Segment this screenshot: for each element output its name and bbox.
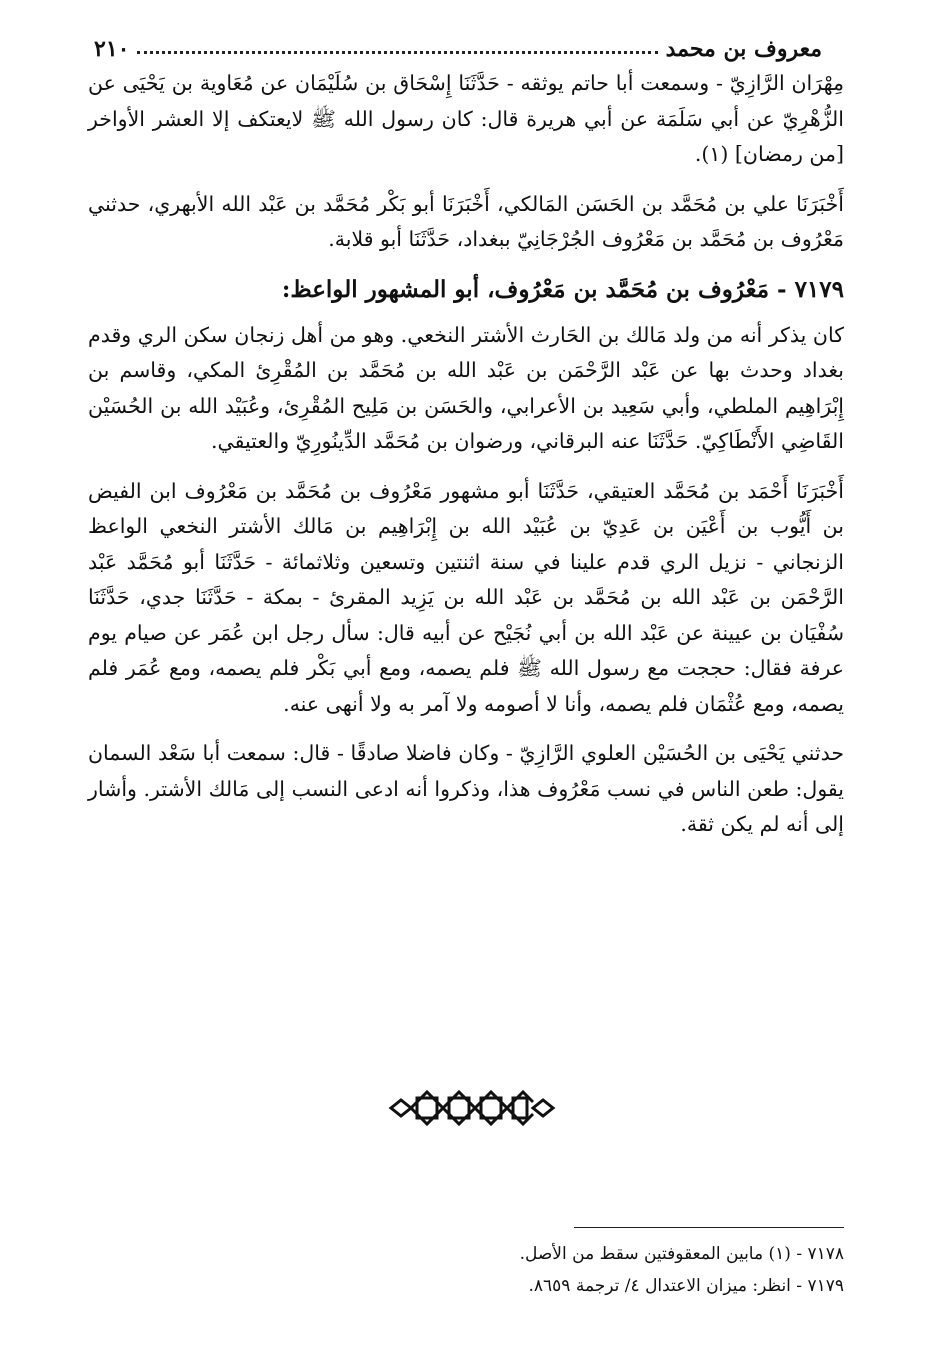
footnotes [88, 1238, 844, 1302]
section-divider-ornament [0, 1086, 944, 1130]
entry-heading: ٧١٧٩ - مَعْرُوف بن مُحَمَّد بن مَعْرُوف، أبو المشهور الواعظ: [281, 275, 844, 303]
page-body [88, 66, 844, 857]
ornament-icon [387, 1086, 557, 1130]
page-header [88, 28, 826, 62]
assessment-paragraph: حدثني يَحْيَى بن الحُسَيْن العلوي الرَّازِيّ - وكان فاضلا صادقًا - قال: سمعت أبا سَعْد السمان يقول: طعن الناس في نسب مَعْرُوف هذا، وذكروا أنه ادعى النسب إلى مَالك الأشتر. وأشار إلى أنه لم يكن ثقة. [88, 741, 844, 836]
footnote-item: ٧١٧٩ - انظر: ميزان الاعتدال ٤/ ترجمة ٨٦٥٩. [528, 1276, 844, 1296]
biography-paragraph: كان يذكر أنه من ولد مَالك بن الحَارث الأشتر النخعي. وهو من أهل زنجان سكن الري وقدم بغداد وحدث بها عن عَبْد الرَّحْمَن بن عَبْد الله بن مُحَمَّد بن المُقْرِئ المكي، وقاسم بن إِبْرَاهِيم الملطي، وأبي سَعِيد بن الأعرابي، والحَسَن بن مَلِيح المُقْرِئ، وعُبَيْد الله بن الحُسَيْن القَاضِي الأَنْطَاكِيّ. حَدَّثَنَا عنه البرقاني، ورضوان بن مُحَمَّد الدِّينُورِيّ والعتيقي. [88, 322, 844, 453]
footnote-item: ٧١٧٨ - (١) مابين المعقوفتين سقط من الأصل. [519, 1244, 844, 1264]
hadith-paragraph: أَخْبَرَنَا أَحْمَد بن مُحَمَّد العتيقي، حَدَّثَنَا أبو مشهور مَعْرُوف بن مُحَمَّد بن مَعْرُوف ابن الفيض بن أَيُّوب بن أَعْيَن بن عَدِيّ بن عُبَيْد الله بن إِبْرَاهِيم بن مَالك الأشتر النخعي الواعظ الزنجاني - نزيل الري قدم علينا في سنة اثنتين وتسعين وثلاثمائة - حَدَّثَنَا أبو مُحَمَّد عَبْد الرَّحْمَن بن عَبْد الله بن مُحَمَّد بن عَبْد الله بن يَزِيد المقرئ - بمكة - حَدَّثَنَا جدي، حَدَّثَنَا سُفْيَان بن عيينة عن عَبْد الله بن أبي نُجَيْح عن أبيه قال: سأل رجل ابن عُمَر عن صيام يوم عرفة فقال: حججت مع رسول الله ﷺ فلم يصمه، ومع أبي بَكْر فلم يصمه، ومع عُمَر فلم يصمه، ومع عُثْمَان فلم يصمه، وأنا لا أصومه ولا آمر به ولا أنهى عنه. [88, 478, 844, 716]
isnad-paragraph: أَخْبَرَنَا علي بن مُحَمَّد بن الحَسَن المَالكي، أَخْبَرَنَا أبو بَكْر مُحَمَّد بن عَبْد الله الأبهري، حدثني مَعْرُوف بن مُحَمَّد بن مَعْرُوف الجُرْجَانِيّ ببغداد، حَدَّثَنَا أبو قلابة. [88, 191, 844, 251]
header-dotted-leader [137, 51, 657, 54]
footnote-separator [574, 1227, 844, 1228]
running-title: معروف بن محمد [665, 36, 822, 62]
page-number: ٢١٠ [94, 36, 130, 62]
continuation-paragraph: مِهْرَان الرَّازِيّ - وسمعت أبا حاتم يوثقه - حَدَّثَنَا إِسْحَاق بن سُلَيْمَان عن مُعَاوية بن يَحْيَى عن الزُّهْرِيّ عن أبي سَلَمَة عن أبي هريرة قال: كان رسول الله ﷺ لايعتكف إلا العشر الأواخر [من رمضان] (١). [88, 71, 844, 166]
